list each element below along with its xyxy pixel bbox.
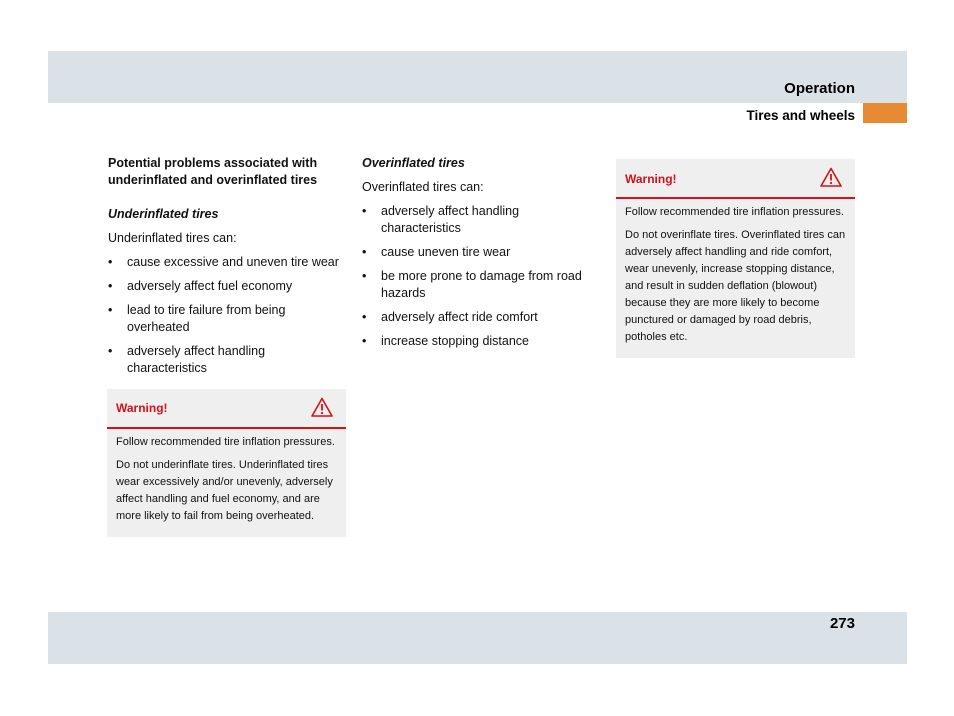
warning-paragraph: Do not underinflate tires. Underinflated tires wear excessively and/or unevenly, adversely affect handling and fuel economy, and are more likely to fail from being overheated.	[116, 459, 333, 522]
header-band	[48, 51, 907, 103]
warning-triangle-icon	[311, 397, 333, 417]
underinflated-heading: Underinflated tires	[108, 207, 219, 221]
warning-header	[107, 389, 346, 429]
bullet-icon: •	[108, 255, 113, 269]
warning-label: Warning!	[625, 172, 677, 186]
overinflated-list	[362, 203, 602, 350]
warning-paragraph: Follow recommended tire inflation pressures.	[625, 206, 844, 218]
footer-band	[48, 612, 907, 664]
bullet-icon: •	[108, 344, 113, 358]
list-item: • lead to tire failure from being overheated	[108, 303, 286, 334]
underinflated-intro: Underinflated tires can:	[108, 231, 237, 245]
list-item: • be more prone to damage from road hazards	[362, 269, 582, 300]
page-number: 273	[829, 615, 855, 632]
bullet-icon: •	[362, 310, 367, 324]
warning-box	[107, 389, 346, 537]
warning-paragraph: Do not overinflate tires. Overinflated tires can adversely affect handling and ride comfort, wear unevenly, increase stopping distance, and result in sudden deflation (blowout) because they are more likely to become punctured or damaged by road debris, potholes etc.	[625, 229, 846, 343]
right-column	[616, 159, 855, 358]
left-column	[108, 155, 348, 384]
warning-header	[616, 159, 855, 199]
middle-column	[362, 155, 602, 357]
overinflated-intro: Overinflated tires can:	[362, 180, 484, 194]
overinflated-heading: Overinflated tires	[362, 156, 465, 170]
page-section-title: Operation	[784, 80, 855, 97]
overinflation-warning	[616, 159, 855, 358]
warning-body	[107, 429, 346, 537]
underinflation-warning	[107, 389, 346, 537]
list-item: • adversely affect handling characteristics	[362, 204, 520, 235]
list-item: • adversely affect handling characteristics	[108, 344, 266, 375]
page-subsection-title: Tires and wheels	[746, 108, 855, 123]
warning-label: Warning!	[116, 401, 168, 415]
bullet-icon: •	[362, 334, 367, 348]
bullet-icon: •	[108, 279, 113, 293]
list-item: • adversely affect ride comfort	[362, 310, 538, 324]
bullet-icon: •	[362, 245, 367, 259]
warning-paragraph: Follow recommended tire inflation pressures.	[116, 436, 335, 448]
underinflated-list	[108, 254, 348, 377]
bullet-icon: •	[362, 204, 367, 218]
list-item: • adversely affect fuel economy	[108, 279, 293, 293]
section-tab-marker	[863, 103, 907, 123]
list-item: • cause excessive and uneven tire wear	[108, 255, 339, 269]
list-item: • increase stopping distance	[362, 334, 530, 348]
section-heading: Potential problems associated with underinflated and overinflated tires	[108, 156, 318, 187]
bullet-icon: •	[108, 303, 113, 317]
list-item: • cause uneven tire wear	[362, 245, 511, 259]
bullet-icon: •	[362, 269, 367, 283]
warning-triangle-icon	[820, 167, 842, 187]
warning-body	[616, 199, 855, 358]
